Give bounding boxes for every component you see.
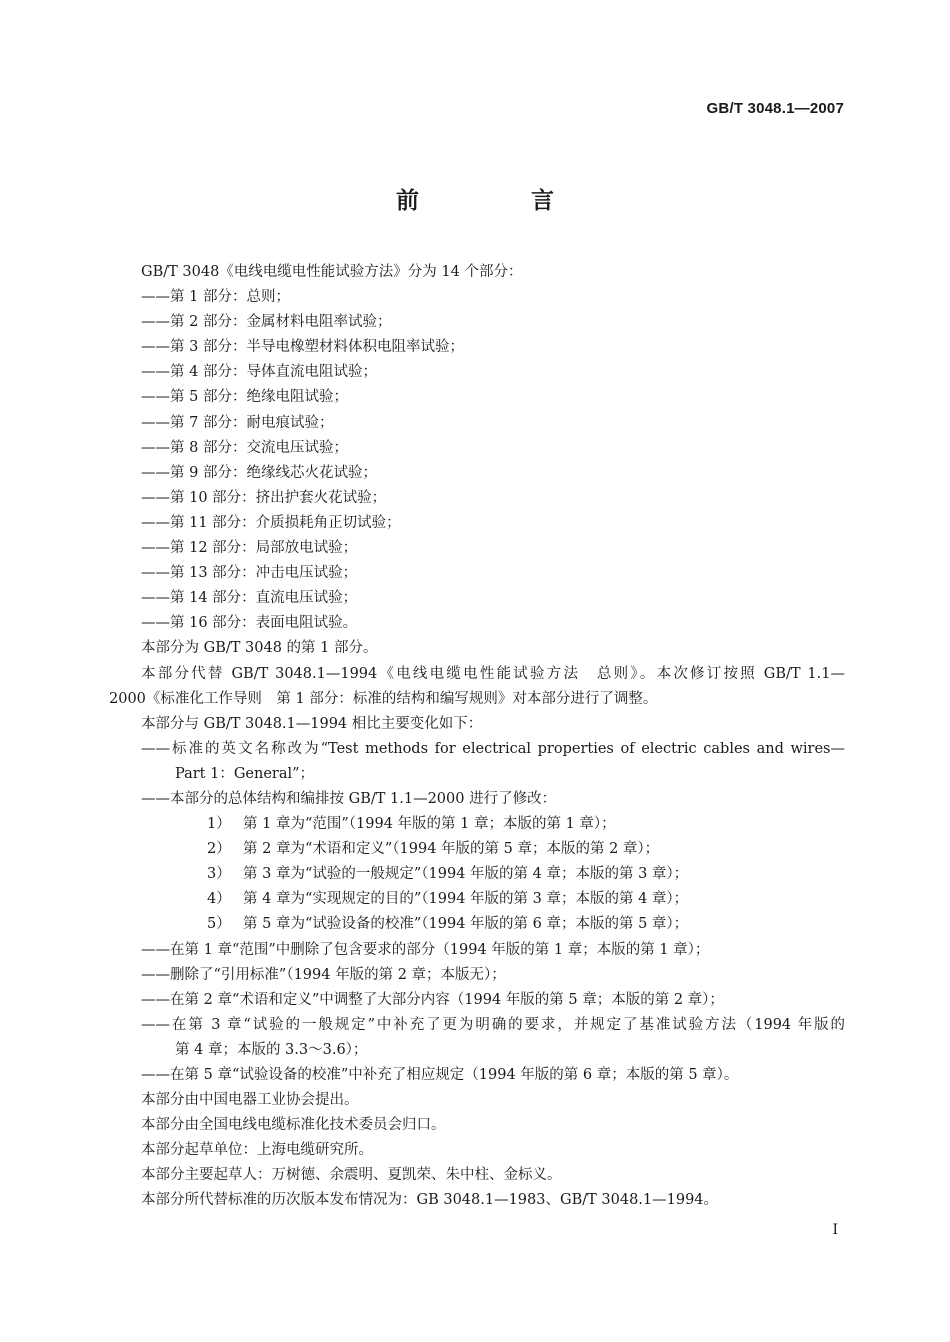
list-item: ——第 13 部分：冲击电压试验； <box>141 565 358 582</box>
list-item: ——第 8 部分：交流电压试验； <box>141 439 348 456</box>
replaces-paragraph-line1: 本部分代替 GB/T 3048.1—1994《电线电缆电性能试验方法 总则》。本次修订按照 GB/T 1.1— <box>141 665 845 682</box>
item-text: 第 3 章为“试验的一般规定”（1994 年版的第 4 章；本版的第 3 章）； <box>243 866 689 883</box>
change-calibration: ——在第 5 章“试验设备的校准”中补充了相应规定（1994 年版的第 6 章；本版的第 5 章）。 <box>141 1067 739 1083</box>
change-structure: ——本部分的总体结构和编排按 GB/T 1.1—2000 进行了修改： <box>141 790 557 807</box>
list-item: ——第 1 部分：总则； <box>141 289 290 306</box>
list-item: ——第 4 部分：导体直流电阻试验； <box>141 364 377 381</box>
item-number: 5） <box>207 916 231 933</box>
version-history: 本部分所代替标准的历次版本发布情况为：GB 3048.1—1983、GB/T 3048.1—1994。 <box>141 1192 719 1209</box>
change-english-name-line2: Part 1：General”； <box>175 765 315 782</box>
list-item: ——第 9 部分：绝缘线芯火花试验； <box>141 464 377 481</box>
foreword-body <box>109 260 845 1214</box>
list-item: ——第 11 部分：介质损耗角正切试验； <box>141 514 401 531</box>
list-item: ——第 10 部分：挤出护套火花试验； <box>141 489 387 506</box>
item-text: 第 1 章为“范围”（1994 年版的第 1 章；本版的第 1 章）； <box>243 816 616 833</box>
changes-intro: 本部分与 GB/T 3048.1—1994 相比主要变化如下： <box>141 715 483 732</box>
list-item: ——第 7 部分：耐电痕试验； <box>141 414 334 431</box>
list-item: ——第 5 部分：绝缘电阻试验； <box>141 389 348 406</box>
drafters: 本部分主要起草人：万树德、余震明、夏凯荣、朱中柱、金标义。 <box>141 1167 562 1184</box>
this-part-paragraph: 本部分为 GB/T 3048 的第 1 部分。 <box>141 640 378 657</box>
change-terms: ——在第 2 章“术语和定义”中调整了大部分内容（1994 年版的第 5 章；本版的第 2 章）； <box>141 991 724 1008</box>
standard-number: GB/T 3048.1—2007 <box>706 100 844 117</box>
change-scope: ——在第 1 章“范围”中删除了包含要求的部分（1994 年版的第 1 章；本版的第 1 章）； <box>141 941 710 958</box>
item-text: 第 4 章为“实现规定的目的”（1994 年版的第 3 章；本版的第 4 章）； <box>243 891 689 908</box>
proposed-by: 本部分由中国电器工业协会提出。 <box>141 1092 359 1109</box>
replaces-paragraph-line2: 2000《标准化工作导则 第 1 部分：标准的结构和编写规则》对本部分进行了调整。 <box>109 690 658 707</box>
item-number: 2） <box>207 841 231 858</box>
change-references: ——删除了“引用标准”（1994 年版的第 2 章；本版无）； <box>141 966 506 983</box>
item-text: 第 5 章为“试验设备的校准”（1994 年版的第 6 章；本版的第 5 章）； <box>243 916 689 933</box>
list-item: ——第 12 部分：局部放电试验； <box>141 540 358 557</box>
list-item <box>109 862 845 887</box>
page-number: I <box>832 1222 838 1238</box>
change-general-line1: ——在第 3 章“试验的一般规定”中补充了更为明确的要求，并规定了基准试验方法（1994 年版的 <box>141 1016 845 1033</box>
intro-paragraph: GB/T 3048《电线电缆电性能试验方法》分为 14 个部分： <box>141 264 523 280</box>
change-english-name-line1: ——标准的英文名称改为“Test methods for electrical properties of electric cables and wires— <box>141 740 845 757</box>
centralized-by: 本部分由全国电线电缆标准化技术委员会归口。 <box>141 1117 446 1134</box>
list-item: ——第 3 部分：半导电橡塑材料体积电阻率试验； <box>141 339 464 356</box>
list-item: ——第 16 部分：表面电阻试验。 <box>141 615 358 632</box>
drafting-unit: 本部分起草单位：上海电缆研究所。 <box>141 1142 373 1159</box>
structure-items-list <box>109 812 845 937</box>
list-item <box>109 837 845 862</box>
item-number: 4） <box>207 891 231 908</box>
list-item <box>109 887 845 912</box>
list-item <box>109 912 845 937</box>
page-title: 前 言 <box>395 188 606 214</box>
item-number: 3） <box>207 866 231 883</box>
list-item <box>109 812 845 837</box>
change-general-line2: 第 4 章；本版的 3.3～3.6）； <box>175 1041 368 1058</box>
list-item: ——第 14 部分：直流电压试验； <box>141 590 358 607</box>
item-number: 1） <box>207 816 231 833</box>
list-item: ——第 2 部分：金属材料电阻率试验； <box>141 314 392 331</box>
parts-list <box>109 285 845 636</box>
item-text: 第 2 章为“术语和定义”（1994 年版的第 5 章；本版的第 2 章）； <box>243 841 660 858</box>
